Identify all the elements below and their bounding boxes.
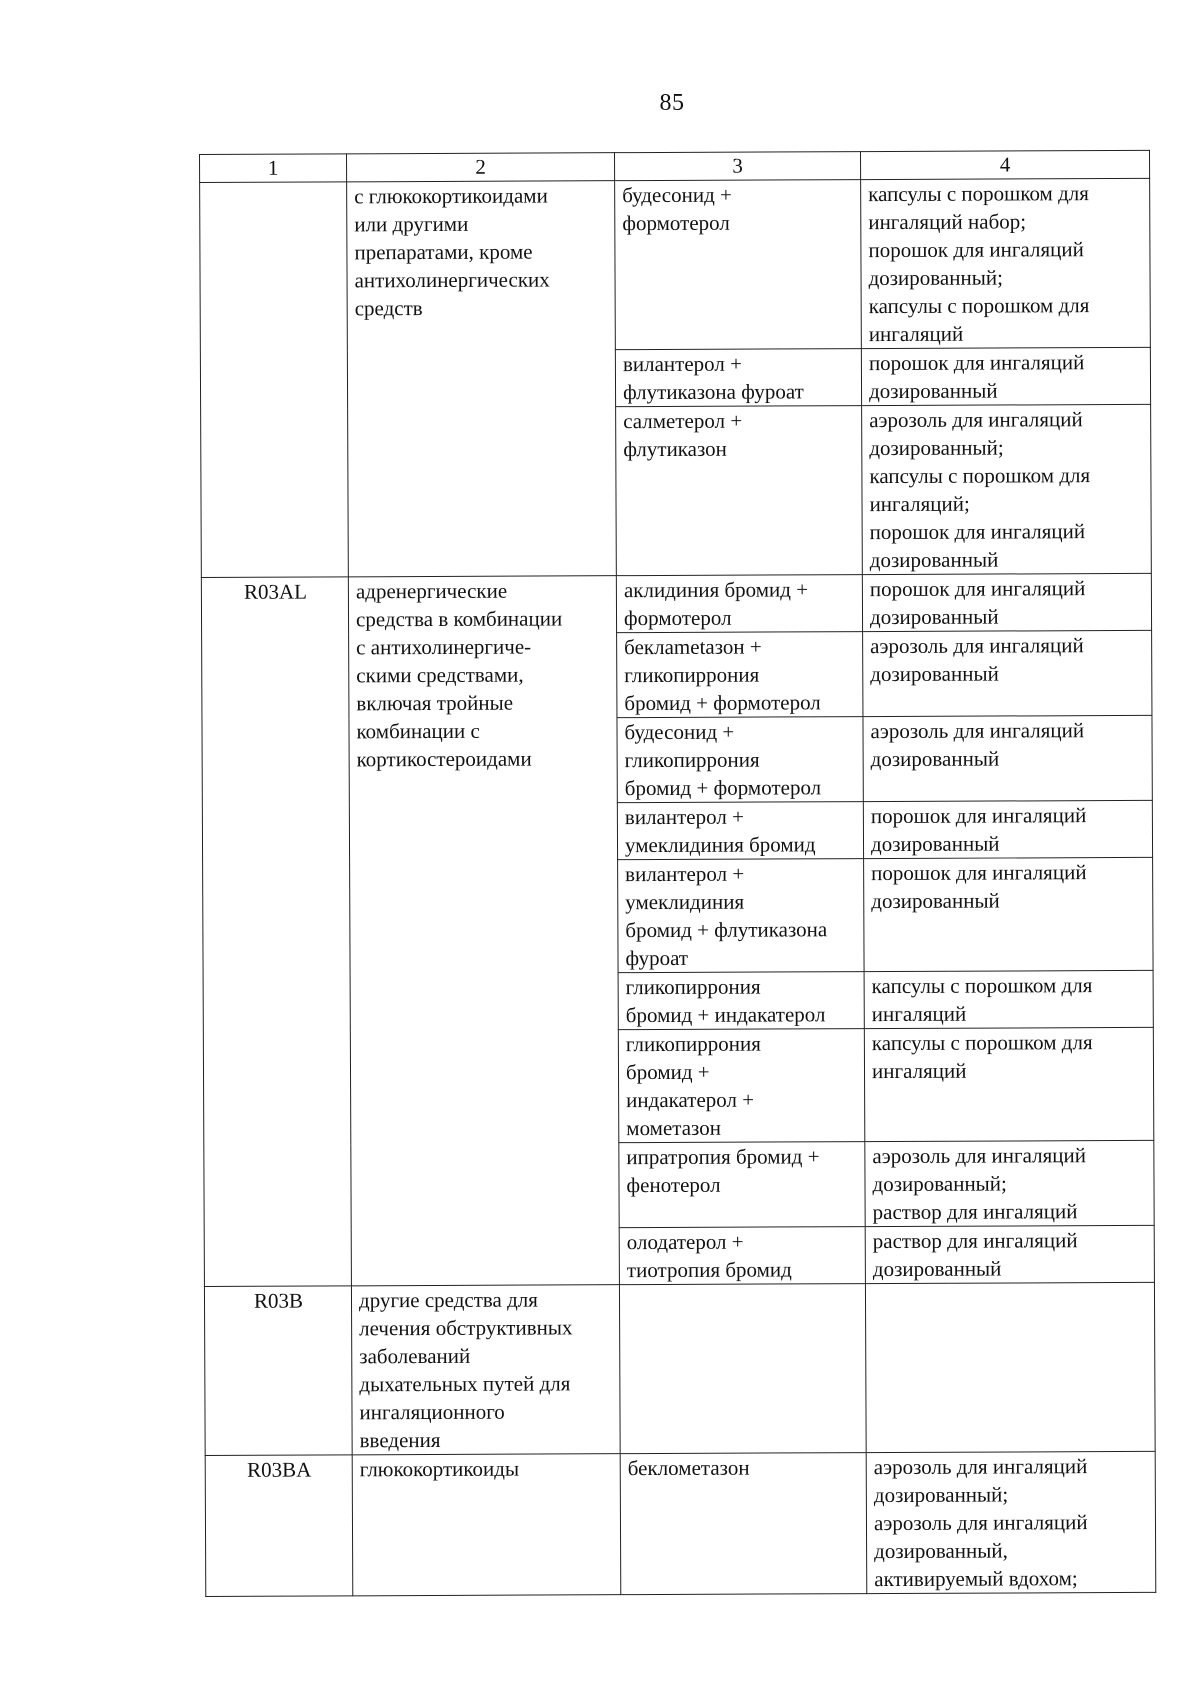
- atc-code-cell: R03BA: [205, 1455, 353, 1597]
- dosage-form-cell: капсулы с порошком для ингаляций: [864, 970, 1153, 1028]
- group-name-cell: другие средства для лечения обструктивных заболеваний дыхательных путей для ингаляционного введения: [351, 1285, 620, 1455]
- page-number: 85: [659, 90, 685, 116]
- dosage-form-cell: капсулы с порошком для ингаляций набор; порошок для ингаляций дозированный; капсулы с порошком для ингаляций: [861, 178, 1151, 348]
- group-name-cell: с глюкокортикоидами или другими препаратами, кроме антихолинергических средств: [347, 181, 617, 577]
- dosage-form-cell: аэрозоль для ингаляций дозированный; раствор для ингаляций: [865, 1140, 1154, 1226]
- drug-cell: будесонид + формотерол: [615, 180, 862, 350]
- column-header-4: 4: [860, 150, 1149, 179]
- column-header-1: 1: [200, 154, 347, 183]
- atc-code-cell: R03AL: [201, 577, 351, 1287]
- group-name-cell: адренергические средства в комбинации с антихолинергиче- скими средствами, включая тройные комбинации с кортикостероидами: [348, 576, 619, 1286]
- column-header-2: 2: [347, 153, 615, 182]
- drug-table: [199, 150, 1156, 1597]
- drug-cell: вилантерол + умеклидиния бромид + флутиказона фуроат: [618, 859, 864, 973]
- drug-cell: будесонид + гликопиррония бромид + формотерол: [617, 717, 863, 803]
- drug-cell: беклометазон: [620, 1453, 867, 1595]
- dosage-form-cell: [865, 1282, 1155, 1452]
- dosage-form-cell: аэрозоль для ингаляций дозированный: [863, 630, 1152, 716]
- dosage-form-cell: раствор для ингаляций дозированный: [865, 1225, 1154, 1283]
- dosage-form-cell: аэрозоль для ингаляций дозированный: [863, 715, 1152, 801]
- table-row: [205, 1451, 1156, 1596]
- drug-cell: аклидиния бромид + формотерол: [616, 575, 862, 633]
- drug-cell: вилантерол + флутиказона фуроат: [615, 349, 861, 407]
- drug-cell: вилантерол + умеклидиния бромид: [617, 802, 863, 860]
- drug-cell: салметерол + флутиказон: [616, 406, 863, 576]
- column-header-3: 3: [614, 152, 860, 181]
- dosage-form-cell: аэрозоль для ингаляций дозированный; аэрозоль для ингаляций дозированный, активируемый вдохом;: [866, 1451, 1156, 1593]
- dosage-form-cell: порошок для ингаляций дозированный: [861, 347, 1150, 405]
- header-row: [200, 150, 1150, 182]
- dosage-form-cell: капсулы с порошком для ингаляций: [864, 1027, 1153, 1141]
- dosage-form-cell: порошок для ингаляций дозированный: [864, 857, 1153, 971]
- atc-code-cell: R03B: [204, 1286, 352, 1456]
- group-name-cell: глюкокортикоиды: [352, 1454, 621, 1596]
- drug-cell: [619, 1284, 866, 1454]
- table-row: [200, 178, 1151, 351]
- drug-cell: ипратропия бромид + фенотерол: [619, 1142, 865, 1228]
- drug-cell: гликопиррония бромид + индакатерол: [618, 972, 864, 1030]
- table-row: [201, 573, 1151, 634]
- dosage-form-cell: аэрозоль для ингаляций дозированный; капсулы с порошком для ингаляций; порошок для ингаляций дозированный: [862, 404, 1152, 574]
- atc-code-cell: [200, 182, 349, 578]
- drug-cell: олодатерол + тиотропия бромид: [619, 1227, 865, 1285]
- table-row: [204, 1282, 1155, 1455]
- drug-cell: беклametазон + гликопиррония бромид + формотерол: [617, 632, 863, 718]
- dosage-form-cell: порошок для ингаляций дозированный: [863, 800, 1152, 858]
- drug-cell: гликопиррония бромид + индакатерол + мометазон: [618, 1029, 864, 1143]
- dosage-form-cell: порошок для ингаляций дозированный: [862, 573, 1151, 631]
